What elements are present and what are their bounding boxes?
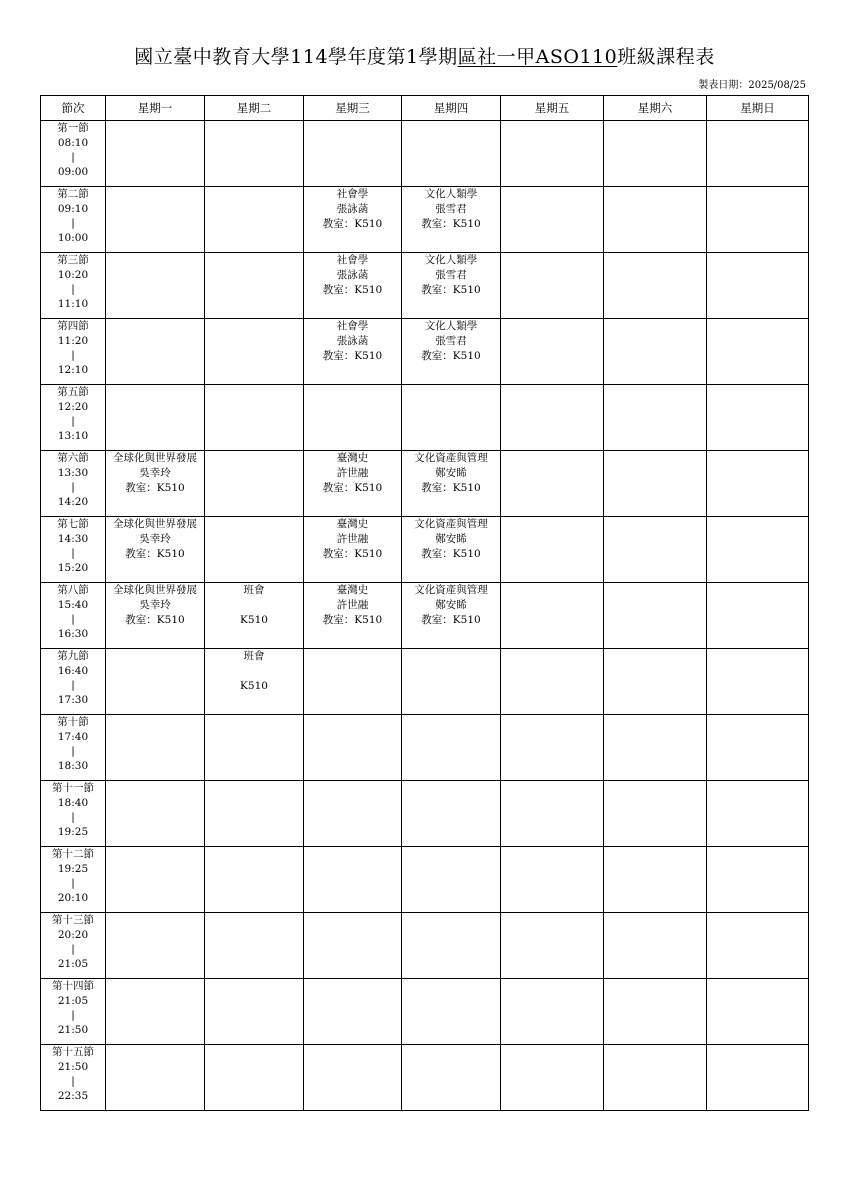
period-separator: | — [71, 943, 75, 955]
course-name: 臺灣史 — [336, 584, 369, 596]
schedule-cell — [205, 979, 304, 1045]
day-header: 星期二 — [205, 96, 304, 121]
schedule-cell — [304, 121, 402, 187]
teacher-name: 吳幸玲 — [139, 467, 171, 479]
period-start: 21:05 — [57, 994, 89, 1007]
schedule-cell — [304, 1045, 402, 1111]
period-start: 19:25 — [57, 862, 89, 875]
period-start: 13:30 — [57, 466, 89, 479]
period-start: 14:30 — [57, 532, 89, 545]
period-cell — [41, 319, 106, 385]
schedule-cell — [205, 451, 304, 517]
period-cell — [41, 385, 106, 451]
period-separator: | — [71, 547, 75, 559]
schedule-cell — [604, 517, 707, 583]
teacher-name: 張雪君 — [435, 269, 467, 281]
period-end: 20:10 — [57, 891, 89, 904]
period-name: 第十五節 — [52, 1046, 94, 1058]
course-name: 文化資產與管理 — [414, 452, 488, 464]
schedule-cell — [304, 781, 402, 847]
period-row — [41, 121, 809, 187]
period-end: 21:50 — [57, 1023, 89, 1036]
schedule-cell — [707, 319, 809, 385]
period-cell — [41, 847, 106, 913]
schedule-cell — [501, 187, 604, 253]
course-name: 班會 — [243, 584, 265, 596]
schedule-cell — [402, 715, 501, 781]
schedule-cell — [402, 319, 501, 385]
course-name: 文化資產與管理 — [414, 584, 488, 596]
schedule-cell — [501, 649, 604, 715]
period-start: 16:40 — [57, 664, 89, 677]
schedule-cell — [106, 715, 205, 781]
teacher-name: 張詠菡 — [336, 335, 369, 347]
period-row — [41, 319, 809, 385]
classroom: K510 — [240, 614, 268, 626]
schedule-cell — [205, 583, 304, 649]
period-end: 09:00 — [57, 165, 89, 178]
schedule-cell — [707, 1045, 809, 1111]
period-end: 14:20 — [57, 495, 89, 508]
period-separator: | — [71, 811, 75, 823]
period-row — [41, 715, 809, 781]
timetable-body — [41, 121, 809, 1111]
period-name: 第七節 — [57, 518, 89, 530]
course-name: 文化人類學 — [424, 188, 478, 200]
period-end: 22:35 — [57, 1089, 89, 1102]
schedule-cell — [707, 847, 809, 913]
schedule-cell — [304, 517, 402, 583]
period-name: 第六節 — [57, 452, 89, 464]
schedule-cell — [106, 913, 205, 979]
period-end: 12:10 — [57, 363, 89, 376]
period-row — [41, 517, 809, 583]
period-row — [41, 583, 809, 649]
schedule-cell — [501, 517, 604, 583]
schedule-cell — [205, 253, 304, 319]
period-row — [41, 385, 809, 451]
corner-header: 節次 — [41, 96, 106, 121]
period-separator: | — [71, 613, 75, 625]
schedule-cell — [707, 121, 809, 187]
period-start: 11:20 — [57, 334, 89, 347]
schedule-cell — [604, 187, 707, 253]
schedule-cell — [106, 253, 205, 319]
schedule-cell — [304, 847, 402, 913]
schedule-cell — [501, 319, 604, 385]
schedule-cell — [604, 847, 707, 913]
day-header: 星期一 — [106, 96, 205, 121]
period-separator: | — [71, 679, 75, 691]
teacher-blank — [205, 664, 303, 679]
period-name: 第八節 — [57, 584, 89, 596]
teacher-name: 鄭安睎 — [435, 599, 467, 611]
period-end: 19:25 — [57, 825, 89, 838]
period-row — [41, 979, 809, 1045]
period-end: 15:20 — [57, 561, 89, 574]
schedule-cell — [304, 187, 402, 253]
schedule-cell — [402, 649, 501, 715]
schedule-cell — [604, 715, 707, 781]
course-name: 社會學 — [336, 320, 369, 332]
period-name: 第九節 — [57, 650, 89, 662]
schedule-cell — [304, 385, 402, 451]
period-end: 18:30 — [57, 759, 89, 772]
period-start: 20:20 — [57, 928, 89, 941]
schedule-cell — [402, 187, 501, 253]
header-row — [41, 96, 809, 121]
teacher-name: 許世融 — [336, 533, 369, 545]
schedule-cell — [707, 649, 809, 715]
period-separator: | — [71, 877, 75, 889]
schedule-cell — [707, 187, 809, 253]
schedule-cell — [106, 847, 205, 913]
period-start: 18:40 — [57, 796, 89, 809]
schedule-cell — [106, 781, 205, 847]
period-name: 第三節 — [57, 254, 89, 266]
schedule-cell — [205, 187, 304, 253]
period-end: 21:05 — [57, 957, 89, 970]
day-header: 星期六 — [604, 96, 707, 121]
classroom: 教室：K510 — [125, 548, 185, 560]
teacher-name: 鄭安睎 — [435, 533, 467, 545]
schedule-cell — [205, 121, 304, 187]
course-name: 文化人類學 — [424, 320, 478, 332]
classroom: 教室：K510 — [322, 614, 383, 626]
schedule-cell — [707, 517, 809, 583]
period-start: 12:20 — [57, 400, 89, 413]
schedule-cell — [106, 319, 205, 385]
classroom: 教室：K510 — [322, 548, 383, 560]
schedule-cell — [604, 913, 707, 979]
period-cell — [41, 913, 106, 979]
schedule-cell — [707, 979, 809, 1045]
course-name: 臺灣史 — [336, 452, 369, 464]
schedule-cell — [604, 1045, 707, 1111]
schedule-cell — [707, 715, 809, 781]
schedule-cell — [604, 385, 707, 451]
schedule-cell — [106, 649, 205, 715]
schedule-cell — [205, 517, 304, 583]
schedule-cell — [501, 781, 604, 847]
period-separator: | — [71, 151, 75, 163]
schedule-cell — [304, 979, 402, 1045]
schedule-cell — [402, 1045, 501, 1111]
day-header: 星期五 — [501, 96, 604, 121]
period-row — [41, 1045, 809, 1111]
teacher-name: 鄭安睎 — [435, 467, 467, 479]
teacher-name: 許世融 — [336, 599, 369, 611]
period-start: 17:40 — [57, 730, 89, 743]
course-name: 全球化與世界發展 — [113, 518, 197, 530]
classroom: 教室：K510 — [421, 548, 481, 560]
day-header: 星期三 — [304, 96, 402, 121]
schedule-cell — [402, 121, 501, 187]
schedule-cell — [106, 979, 205, 1045]
schedule-cell — [205, 781, 304, 847]
schedule-cell — [707, 253, 809, 319]
period-cell — [41, 715, 106, 781]
classroom: K510 — [240, 680, 268, 692]
period-start: 15:40 — [57, 598, 89, 611]
period-cell — [41, 253, 106, 319]
page-title — [0, 42, 849, 69]
schedule-cell — [106, 385, 205, 451]
course-name: 文化人類學 — [424, 254, 478, 266]
schedule-cell — [304, 451, 402, 517]
schedule-cell — [604, 781, 707, 847]
period-separator: | — [71, 415, 75, 427]
schedule-cell — [501, 715, 604, 781]
period-row — [41, 187, 809, 253]
schedule-cell — [304, 253, 402, 319]
classroom: 教室：K510 — [322, 482, 383, 494]
schedule-cell — [106, 451, 205, 517]
schedule-cell — [707, 913, 809, 979]
course-name: 臺灣史 — [336, 518, 369, 530]
teacher-name: 張詠菡 — [336, 203, 369, 215]
schedule-cell — [501, 1045, 604, 1111]
classroom: 教室：K510 — [125, 614, 185, 626]
period-cell — [41, 121, 106, 187]
period-name: 第十四節 — [52, 980, 94, 992]
schedule-cell — [205, 385, 304, 451]
period-end: 16:30 — [57, 627, 89, 640]
classroom: 教室：K510 — [421, 218, 481, 230]
schedule-cell — [402, 253, 501, 319]
period-separator: | — [71, 1009, 75, 1021]
schedule-cell — [402, 847, 501, 913]
period-start: 21:50 — [57, 1060, 89, 1073]
schedule-cell — [604, 451, 707, 517]
course-name: 文化資產與管理 — [414, 518, 488, 530]
period-end: 11:10 — [57, 297, 89, 310]
title-prefix: 國立臺中教育大學114學年度第1學期 — [134, 46, 458, 68]
period-start: 08:10 — [57, 136, 89, 149]
period-row — [41, 781, 809, 847]
teacher-name: 吳幸玲 — [139, 599, 171, 611]
schedule-cell — [707, 451, 809, 517]
schedule-cell — [205, 847, 304, 913]
teacher-name: 吳幸玲 — [139, 533, 171, 545]
schedule-cell — [402, 913, 501, 979]
period-name: 第四節 — [57, 320, 89, 332]
period-name: 第一節 — [57, 122, 89, 134]
teacher-name: 張詠菡 — [336, 269, 369, 281]
schedule-cell — [707, 781, 809, 847]
schedule-cell — [304, 649, 402, 715]
period-separator: | — [71, 481, 75, 493]
schedule-cell — [501, 913, 604, 979]
schedule-cell — [604, 121, 707, 187]
schedule-cell — [106, 1045, 205, 1111]
period-row — [41, 913, 809, 979]
period-name: 第十一節 — [52, 782, 94, 794]
schedule-cell — [304, 913, 402, 979]
schedule-cell — [402, 517, 501, 583]
schedule-cell — [304, 319, 402, 385]
schedule-cell — [604, 649, 707, 715]
period-separator: | — [71, 283, 75, 295]
period-cell — [41, 451, 106, 517]
schedule-cell — [106, 121, 205, 187]
period-separator: | — [71, 745, 75, 757]
schedule-cell — [707, 583, 809, 649]
title-suffix: 班級課程表 — [617, 46, 715, 68]
schedule-cell — [501, 847, 604, 913]
schedule-cell — [501, 385, 604, 451]
timetable — [40, 95, 809, 1111]
period-cell — [41, 979, 106, 1045]
course-name: 全球化與世界發展 — [113, 452, 197, 464]
classroom: 教室：K510 — [421, 284, 481, 296]
period-separator: | — [71, 349, 75, 361]
period-cell — [41, 187, 106, 253]
period-row — [41, 649, 809, 715]
schedule-cell — [501, 583, 604, 649]
schedule-cell — [106, 583, 205, 649]
period-cell — [41, 583, 106, 649]
period-cell — [41, 517, 106, 583]
classroom: 教室：K510 — [421, 350, 481, 362]
schedule-cell — [501, 451, 604, 517]
schedule-cell — [501, 121, 604, 187]
period-start: 10:20 — [57, 268, 89, 281]
schedule-cell — [402, 979, 501, 1045]
classroom: 教室：K510 — [125, 482, 185, 494]
period-end: 10:00 — [57, 231, 89, 244]
schedule-cell — [205, 1045, 304, 1111]
period-start: 09:10 — [57, 202, 89, 215]
schedule-cell — [106, 187, 205, 253]
period-separator: | — [71, 217, 75, 229]
period-end: 17:30 — [57, 693, 89, 706]
schedule-cell — [205, 715, 304, 781]
classroom: 教室：K510 — [421, 482, 481, 494]
period-end: 13:10 — [57, 429, 89, 442]
schedule-cell — [205, 319, 304, 385]
schedule-cell — [501, 979, 604, 1045]
teacher-name: 張雪君 — [435, 203, 467, 215]
schedule-cell — [604, 253, 707, 319]
print-date: 製表日期：2025/08/25 — [698, 80, 806, 91]
schedule-cell — [304, 583, 402, 649]
schedule-cell — [604, 319, 707, 385]
period-row — [41, 847, 809, 913]
classroom: 教室：K510 — [322, 218, 383, 230]
period-name: 第十三節 — [52, 914, 94, 926]
teacher-name: 許世融 — [336, 467, 369, 479]
course-name: 社會學 — [336, 188, 369, 200]
period-cell — [41, 649, 106, 715]
schedule-cell — [604, 979, 707, 1045]
day-header: 星期日 — [707, 96, 809, 121]
period-name: 第十節 — [57, 716, 89, 728]
teacher-name: 張雪君 — [435, 335, 467, 347]
course-name: 社會學 — [336, 254, 369, 266]
period-separator: | — [71, 1075, 75, 1087]
period-row — [41, 253, 809, 319]
course-name: 全球化與世界發展 — [113, 584, 197, 596]
schedule-cell — [501, 253, 604, 319]
class-name: 區社一甲ASO110 — [457, 46, 618, 68]
teacher-blank — [205, 598, 303, 613]
schedule-cell — [106, 517, 205, 583]
period-cell — [41, 1045, 106, 1111]
classroom: 教室：K510 — [322, 284, 383, 296]
schedule-cell — [205, 913, 304, 979]
period-name: 第五節 — [57, 386, 89, 398]
period-name: 第十二節 — [52, 848, 94, 860]
period-row — [41, 451, 809, 517]
schedule-cell — [402, 781, 501, 847]
period-cell — [41, 781, 106, 847]
schedule-cell — [402, 385, 501, 451]
schedule-cell — [402, 451, 501, 517]
classroom: 教室：K510 — [421, 614, 481, 626]
schedule-cell — [205, 649, 304, 715]
schedule-cell — [304, 715, 402, 781]
schedule-cell — [604, 583, 707, 649]
schedule-cell — [707, 385, 809, 451]
period-name: 第二節 — [57, 188, 89, 200]
schedule-cell — [402, 583, 501, 649]
classroom: 教室：K510 — [322, 350, 383, 362]
course-name: 班會 — [243, 650, 265, 662]
day-header: 星期四 — [402, 96, 501, 121]
